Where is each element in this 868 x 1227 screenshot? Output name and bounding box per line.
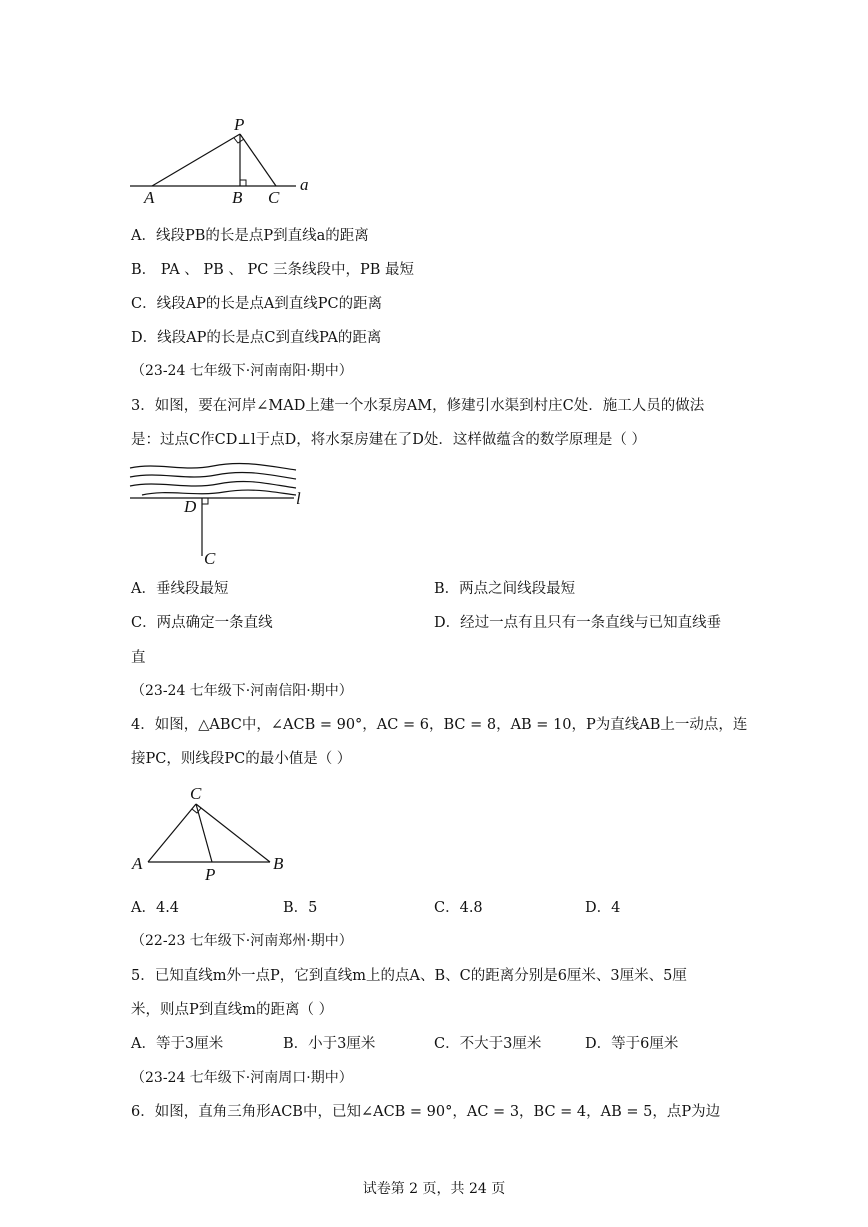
q2-option-d: D．线段AP的长是点C到直线PA的距离 — [131, 330, 382, 346]
q3-source: （23-24 七年级下·河南南阳·期中） — [131, 363, 353, 379]
q2-label-line-a: a — [300, 175, 309, 194]
q4-option-d: D．4 — [585, 900, 621, 916]
q3-option-d-continued: 直 — [131, 650, 146, 666]
q3-option-b: B．两点之间线段最短 — [434, 581, 576, 597]
q4-option-b: B．5 — [283, 900, 318, 916]
q4-label-b: B — [273, 854, 284, 873]
q4-option-a: A．4.4 — [131, 900, 180, 916]
q5-option-d: D．等于6厘米 — [585, 1036, 679, 1052]
q4-stem-line2: 接PC，则线段PC的最小值是（ ） — [131, 751, 352, 767]
q2-option-a: A．线段PB的长是点P到直线a的距离 — [131, 228, 369, 244]
q2-label-a: A — [144, 188, 155, 207]
q3-stem-line1: 3．如图，要在河岸∠MAD上建一个水泵房AM，修建引水渠到村庄C处．施工人员的做法 — [131, 398, 705, 414]
q4-label-c: C — [190, 784, 202, 803]
page-footer: 试卷第 2 页，共 24 页 — [362, 1181, 506, 1197]
q3-option-a: A．垂线段最短 — [131, 581, 229, 597]
q2-label-b: B — [232, 188, 243, 207]
q4-stem-line1: 4．如图，△ABC中，∠ACB = 90°，AC = 6，BC = 8，AB = 10，P为直线AB上一动点，连 — [131, 717, 748, 733]
q4-option-c: C．4.8 — [434, 900, 483, 916]
q3-label-d: D — [184, 497, 197, 516]
q3-option-d: D．经过一点有且只有一条直线与已知直线垂 — [434, 615, 722, 631]
q5-option-c: C．不大于3厘米 — [434, 1036, 542, 1052]
q4-figure — [128, 782, 298, 882]
q6-stem-line1: 6．如图，直角三角形ACB中，已知∠ACB = 90°，AC = 3，BC = 4，AB = 5，点P为边 — [131, 1104, 721, 1120]
q3-option-c: C．两点确定一条直线 — [131, 615, 273, 631]
q5-option-a: A．等于3厘米 — [131, 1036, 224, 1052]
q4-label-p: P — [205, 865, 216, 884]
q6-source: （23-24 七年级下·河南周口·期中） — [131, 1070, 353, 1086]
q2-label-p: P — [234, 115, 245, 134]
q5-stem-line1: 5．已知直线m外一点P，它到直线m上的点A、B、C的距离分别是6厘米、3厘米、5厘 — [131, 968, 687, 984]
q5-option-b: B．小于3厘米 — [283, 1036, 376, 1052]
q2-option-c: C．线段AP的长是点A到直线PC的距离 — [131, 296, 383, 312]
q5-stem-line2: 米，则点P到直线m的距离（ ） — [131, 1002, 334, 1018]
q2-figure — [128, 112, 328, 212]
q5-source: （22-23 七年级下·河南郑州·期中） — [131, 933, 353, 949]
q4-label-a: A — [132, 854, 143, 873]
q2-label-c: C — [268, 188, 280, 207]
q3-label-c: C — [204, 549, 216, 568]
q3-label-l: l — [296, 489, 301, 508]
q2-option-b: B． PA 、 PB 、 PC 三条线段中，PB 最短 — [131, 262, 414, 278]
q3-stem-line2: 是：过点C作CD⊥l于点D，将水泵房建在了D处．这样做蕴含的数学原理是（ ） — [131, 432, 646, 448]
q4-source: （23-24 七年级下·河南信阳·期中） — [131, 683, 353, 699]
q3-figure — [128, 460, 318, 570]
